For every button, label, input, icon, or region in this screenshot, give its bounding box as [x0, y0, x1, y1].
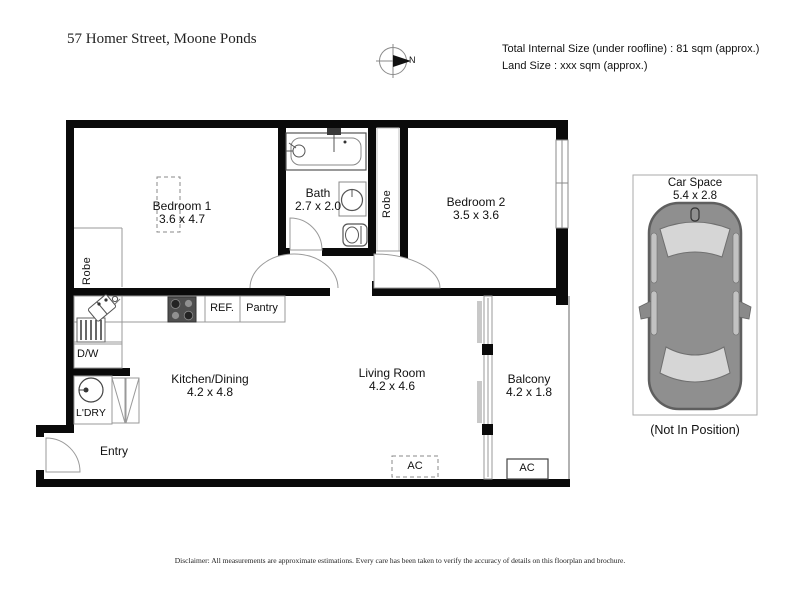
balcony-dims: 4.2 x 1.8	[505, 385, 553, 399]
total-size-text: Total Internal Size (under roofline) : 81 sqm (approx.)	[502, 43, 760, 55]
ac-living-label: AC	[407, 460, 423, 472]
cooktop-icon	[168, 297, 196, 322]
bath-label	[295, 187, 341, 213]
wall-top	[66, 120, 568, 128]
bedroom2-door-arc	[374, 254, 440, 288]
disclaimer-text: Disclaimer: All measurements are approximate estimations. Every care has been taken to verify the accuracy of details on this floorplan and brochure.	[174, 556, 626, 565]
bath-dims: 2.7 x 2.0	[294, 199, 342, 213]
robe1-label: Robe	[81, 256, 93, 285]
bedroom1-dims: 3.6 x 4.7	[158, 212, 206, 226]
entry-door-arc	[46, 438, 80, 472]
wall-entry-jog	[36, 425, 74, 433]
ac-balcony-label: AC	[519, 462, 535, 474]
balcony-sliding-door	[477, 296, 493, 479]
compass-icon	[376, 44, 411, 78]
kitchen-dining-name: Kitchen/Dining	[171, 372, 249, 386]
land-size-text: Land Size : xxx sqm (approx.)	[502, 60, 648, 72]
balcony-name: Balcony	[507, 372, 551, 386]
entry-label: Entry	[99, 444, 129, 458]
pantry-label: Pantry	[246, 302, 278, 314]
car-space-note: (Not In Position)	[650, 423, 740, 437]
wall-bed1-bath	[278, 120, 286, 256]
corner-sink-icon	[77, 294, 120, 342]
bedroom2-name: Bedroom 2	[446, 195, 506, 209]
bath-door-arc	[290, 218, 322, 250]
bedroom1-name: Bedroom 1	[152, 199, 212, 213]
bedroom1-label	[153, 200, 212, 226]
car-illustration	[639, 203, 751, 409]
balcony-label	[506, 373, 552, 399]
bath-vanity-icon	[339, 182, 366, 216]
bedroom2-label	[447, 196, 506, 222]
bedroom2-window	[556, 140, 568, 228]
wall-left	[66, 120, 74, 433]
car-windshield	[660, 222, 730, 257]
laundry-label: L'DRY	[76, 407, 106, 419]
wall-bath-robe	[368, 120, 376, 256]
washing-machine-icon	[79, 378, 103, 402]
toilet-icon	[343, 224, 367, 246]
page-title: 57 Homer Street, Moone Ponds	[67, 31, 257, 47]
car-space-name: Car Space	[667, 177, 723, 189]
wall-bath-bottom-right	[322, 248, 376, 256]
bedroom2-dims: 3.5 x 3.6	[452, 208, 500, 222]
laundry-bifold-door	[112, 378, 139, 423]
wall-entry-upper	[36, 433, 44, 437]
car-space-group	[633, 175, 757, 415]
wall-right-upper	[556, 120, 568, 140]
wall-bottom	[36, 479, 570, 487]
kitchen-dining-label	[171, 373, 248, 399]
living-room-dims: 4.2 x 4.6	[368, 379, 416, 393]
living-room-name: Living Room	[358, 366, 426, 380]
wall-laundry-stub	[66, 368, 130, 376]
compass-north-label: N	[409, 55, 416, 65]
wall-robe-bed2	[400, 120, 408, 260]
car-space-label	[668, 177, 722, 203]
bath-name: Bath	[305, 186, 331, 200]
car-space-dims: 5.4 x 2.8	[672, 190, 718, 202]
kitchen-dining-dims: 4.2 x 4.8	[186, 385, 234, 399]
living-room-label	[359, 367, 426, 393]
fridge-label: REF.	[210, 302, 234, 314]
door-arcs	[46, 218, 440, 472]
bedroom1-door-arc	[250, 254, 338, 288]
bathtub-icon	[286, 128, 366, 170]
robe2-label: Robe	[381, 189, 393, 218]
wall-mid-b	[372, 288, 568, 296]
dishwasher-label: D/W	[77, 348, 99, 360]
